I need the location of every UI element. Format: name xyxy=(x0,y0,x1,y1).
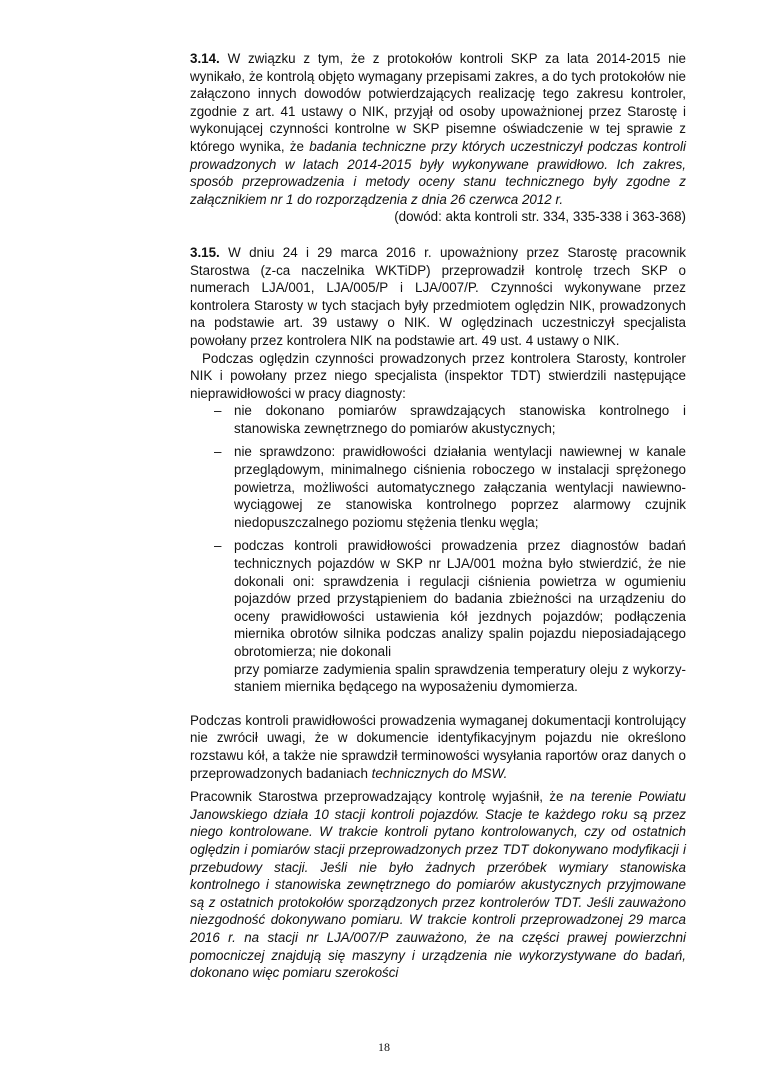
findings-intro: Podczas oględzin czynności prowadzonych przez kontrolera Starosty, kontroler NIK i powołany przez niego specjalista (inspektor TDT) stwierdzili następujące nieprawidłowości w pracy diagnosty: xyxy=(190,350,686,401)
dash-marker: – xyxy=(214,538,222,554)
section-text: W związku z tym, że z protokołów kontroli SKP za lata 2014-2015 nie wynikało, że kontrolą objęto wymagany przepisami zakres, a do tych protokołów nie załączono innych dowodów potwierdzających realizację tego zakresu kontroler, zgodnie z art. 41 ustawy o NIK, przyjął od osoby upoważnionej przez Starostę i wykonującej czynności kontrolne w SKP pisemne oświadczenie w tej sprawie z którego wynika, że xyxy=(190,51,686,154)
explanation-quote: na terenie Powiatu Janowskiego działa 10 stacji kontroli pojazdów. Stacje te każdego roku są przez niego kontrolowane. W trakcie kontroli pytano kontrolowanych, czy od ostatnich oględzin i pomiarów stacji przeprowadzonych przez TDT dokonywano modyfikacji i przebudowy stacji. Jeśli nie było żadnych przeróbek wymiary stanowiska kontrolnego i stanowiska zewnętrznego do pomiarów akustycznych przyjmowane są z ostatnich protokołów sporządzonych przez kontrolerów TDT. Jeśli zauważono niezgodność dokonywano pomiaru. W trakcie kontroli przeprowadzonej 29 marca 2016 r. na stacji nr LJA/007/P zauważono, że na części prawej powierzchni pomocniczej znajdują się maszyny i urządzenia nie wykorzystywane do badań, dokonano więc pomiaru szerokości xyxy=(190,789,686,981)
list-item xyxy=(190,402,686,437)
paragraph-italic: technicznych do MSW. xyxy=(371,765,508,781)
list-item xyxy=(190,443,686,531)
quoted-statement: badania techniczne przy których uczestniczył podczas kontroli prowadzonych w latach 2014-2015 były wykonywane prawidłowo. Ich zakres, sposób przeprowadzenia i metody oceny stanu technicznego były zgodne z załącznikiem nr 1 do rozporządzenia z dnia 26 czerwca 2012 r. xyxy=(190,138,686,207)
dash-marker: – xyxy=(214,444,222,460)
section-3-15 xyxy=(190,244,686,350)
page-number: 18 xyxy=(378,1040,390,1054)
section-text: W dniu 24 i 29 marca 2016 r. upoważniony przez Starostę pracownik Starostwa (z-ca naczelnika WKTiDP) przeprowadził kontrolę trzech SKP o numerach LJA/001, LJA/005/P i LJA/007/P. Czynności wykonywane przez kontrolera Starosty w tych stacjach były przedmiotem oględzin NIK, prowadzonych na podstawie art. 39 ustawy o NIK. W oględzinach uczestniczył specjalista powołany przez kontrolera NIK na podstawie art. 49 ust. 4 ustawy o NIK. xyxy=(190,244,686,348)
section-3-14 xyxy=(190,50,686,208)
list-item-text: nie dokonano pomiarów sprawdzających stanowiska kontrolnego i stanowiska zewnętrznego do pomiarów akustycznych; xyxy=(234,403,686,436)
dash-marker: – xyxy=(214,403,222,419)
list-item-text: nie sprawdzono: prawidłowości działania wentylacji nawiewnej w kanale przeglądowym, minimalnego ciśnienia roboczego w instalacji sprężonego powietrza, możliwości automatycznego załączania wentylacji nawiewno-wyciągowej ze stanowiska kontrolnego poprzez alarmowy czujnik niedopuszczalnego poziomu stężenia tlenku węgla; xyxy=(234,444,686,530)
explanation-paragraph xyxy=(190,788,686,982)
list-item-text: podczas kontroli prawidłowości prowadzenia przez diagnostów badań technicznych pojazdów w SKP nr LJA/001 można było stwierdzić, że nie dokonali oni: sprawdzenia i regulacji ciśnienia powietrza w ogumieniu pojazdów przed przystąpieniem do badania zbieżności na urządzeniu do oceny prawidłowości ustawienia kół jezdnych pojazdów; podłączenia miernika obrotów silnika podczas analizy spalin pojazdu nieposiadającego obrotomierza; nie dokonali xyxy=(234,538,686,659)
list-item-continuation: przy pomiarze zadymienia spalin sprawdzenia temperatury oleju z wykorzy-staniem miernika będącego na wyposażeniu dymomierza. xyxy=(234,661,686,695)
paragraph-text: Podczas kontroli prawidłowości prowadzenia wymaganej dokumentacji kontrolujący nie zwrócił uwagi, że w dokumencie identyfikacyjnym pojazdu nie określono rozstawu kół, a także nie sprawdził terminowości wysyłania raportów oraz danych o przeprowadzonych badaniach xyxy=(190,712,686,781)
paragraph-text: Pracownik Starostwa przeprowadzający kontrolę wyjaśnił, że xyxy=(190,789,570,805)
documentation-paragraph xyxy=(190,712,686,782)
section-number: 3.14. xyxy=(190,51,220,66)
list-item xyxy=(190,537,686,695)
evidence-note: (dowód: akta kontroli str. 334, 335-338 i 363-368) xyxy=(394,209,686,225)
findings-list xyxy=(190,402,686,696)
section-number: 3.15. xyxy=(190,244,220,260)
document-body xyxy=(190,50,686,982)
